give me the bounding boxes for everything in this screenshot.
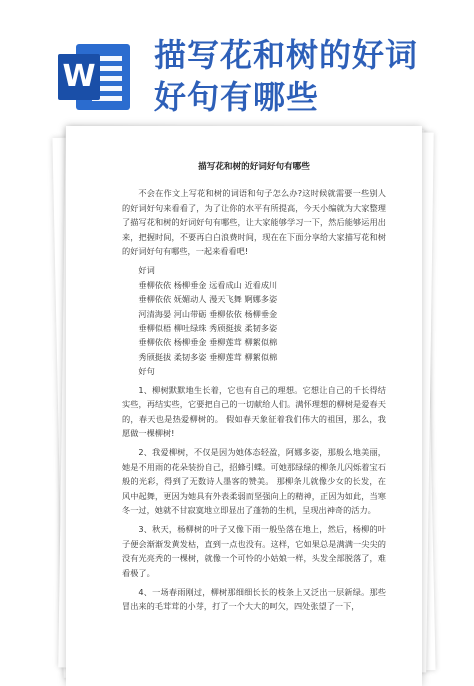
word-row: 垂柳依依 杨柳垂金 远看成山 近看成川	[138, 279, 278, 290]
document-body	[122, 160, 386, 619]
document-title: 描写花和树的好词好句有哪些	[198, 162, 310, 172]
sentence-paragraph-3: 3、秋天，杨柳树的叶子又像下雨一般坠落在地上，然后，杨柳的叶子便会渐渐发黄发枯，直到一点也没有。这样，它如果总是满满一尖尖的没有光亮秃的一棵树，就像一个可怜的小姑娘一样，头发全部脱落了，难看极了。	[122, 524, 386, 578]
word-row: 秀颀挺拔 柔韧多姿 垂柳莲茸 柳絮似棉	[138, 351, 278, 362]
page-title-line-2: 好句有哪些	[154, 78, 320, 116]
intro-paragraph: 不会在作文上写花和树的词语和句子怎么办?这时候就需要一些别人的好词好句来看看了，为了让你的水平有所提高，今天小编就为大家整理了描写花和树的好词好句有哪些，让大家能够学习一下，然后能够运用出来，把握时间，不要再白白浪费时间，现在在下面分享给大家描写花和树的好词好句有哪些，一起来看看吧!	[122, 188, 386, 257]
word-row: 垂柳依依 妩媚动人 漫天飞舞 婀娜多姿	[138, 294, 278, 305]
header-banner	[0, 0, 474, 120]
word-row: 垂柳似梧 柳吐绿珠 秀颀挺拔 柔韧多姿	[138, 323, 278, 334]
word-row: 垂柳依依 杨柳垂金 垂柳莲茸 柳絮似棉	[138, 337, 278, 348]
page-title-line-1: 描写花和树的好词	[154, 36, 419, 74]
document-page	[66, 126, 422, 686]
section-heading-good-words: 好词	[138, 265, 155, 276]
word-row: 河清海晏 河山带砺 垂柳依依 杨柳垂金	[138, 308, 278, 319]
section-heading-good-sentences: 好句	[138, 366, 155, 377]
sentence-paragraph-2: 2、我爱柳树，不仅是因为她体态轻盈，阿娜多姿，那般么地美丽，她是不用雨的花朵装扮自己，招蜂引蝶。可她那绿绿的柳条儿闪烁着宝石般的光彩，得到了无数诗人墨客的赞美。 那柳条儿就像少女的长发，在风中起舞，更因为她具有外表柔弱而坚强向上的精神，正因为如此，当寒冬一过，她就不甘寂寞地立即显出了蓬勃的生机，呈现出神奇的活力。	[122, 447, 386, 515]
sentence-paragraph-1: 1、柳树默默地生长着，它也有自己的理想。它想让自己的千长得结实些，再结实些，它要把自己的一切献给人们。满怀理想的柳树是爱春天的，春天也是热爱柳树的。 假如春天象征着我们伟大的祖国，那么，我愿做一棵柳树!	[122, 384, 386, 438]
word-document-icon	[58, 40, 132, 114]
sentence-paragraph-4: 4、一场春雨刚过，柳树那细细长长的枝条上又泛出一层新绿。那些冒出来的毛茸茸的小芽，打了一个大大的呵欠，四处张望了一下，	[122, 586, 386, 612]
word-icon-badge: W	[58, 54, 100, 100]
